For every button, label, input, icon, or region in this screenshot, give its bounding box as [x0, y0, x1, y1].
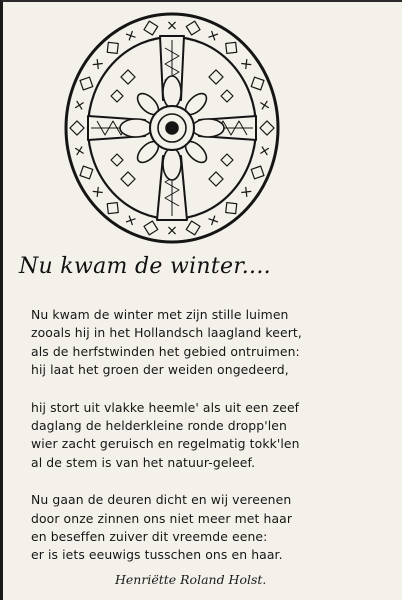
poem-line: hij laat het groen der weiden ongedeerd,: [31, 362, 289, 378]
ring-ornament: [124, 214, 137, 227]
ring-ornament: [251, 166, 264, 179]
ring-ornament: [165, 18, 179, 32]
poem-line: en beseffen zuiver dit vreemde eene:: [31, 529, 268, 545]
ornamental-wheel-cross-icon: [63, 8, 281, 246]
poem-line: als de herfstwinden het gebied ontruimen:: [31, 343, 300, 359]
ring-ornament: [258, 98, 272, 112]
ring-ornament: [107, 203, 118, 214]
ring-ornament: [226, 42, 237, 53]
ring-ornament: [124, 29, 137, 42]
poem-author: Henriëtte Roland Holst.: [115, 572, 267, 587]
ring-ornament: [207, 214, 220, 227]
ring-ornament: [251, 77, 264, 90]
poem-line: er is iets eeuwigs tusschen ons en haar.: [31, 547, 283, 563]
ring-ornament: [186, 221, 200, 235]
ring-ornament: [226, 203, 237, 214]
ring-ornament: [241, 59, 252, 70]
ring-ornament: [107, 42, 118, 53]
stanza: [31, 491, 401, 565]
ring-ornament: [207, 29, 220, 42]
poem-line: Nu gaan de deuren dicht en wij vereenen: [31, 492, 292, 508]
ring-ornament: [144, 21, 158, 35]
poem-line: wier zacht geruisch en regelmatig tokk'len: [31, 436, 300, 452]
poem-line: Nu kwam de winter met zijn stille luimen: [31, 307, 289, 322]
poem-line: hij stort uit vlakke heemle' als uit een zeef: [31, 399, 300, 415]
poem-title: Nu kwam de winter....: [19, 254, 271, 279]
ring-ornament: [92, 186, 103, 197]
ring-ornament: [260, 121, 274, 135]
poem-body: [31, 306, 401, 584]
poem-line: al de stem is van het natuur-geleef.: [31, 454, 256, 470]
ring-ornament: [92, 59, 103, 70]
ring-ornament: [72, 144, 86, 158]
ring-ornament: [165, 223, 179, 237]
poem-line: zooals hij in het Hollandsch laagland keert,: [31, 325, 302, 341]
ring-ornament: [80, 77, 93, 90]
ring-ornament: [241, 186, 252, 197]
ring-ornament: [72, 98, 86, 112]
ring-ornament: [186, 21, 200, 35]
ring-ornament: [258, 144, 272, 158]
ring-ornament: [80, 166, 93, 179]
poem-line: door onze zinnen ons niet meer met haar: [31, 510, 293, 526]
stanza: [31, 399, 401, 473]
poem-line: daglang de helderkleine ronde dropp'len: [31, 418, 287, 434]
ring-ornament: [70, 121, 84, 135]
ring-ornament: [144, 221, 158, 235]
stanza: [31, 306, 401, 380]
